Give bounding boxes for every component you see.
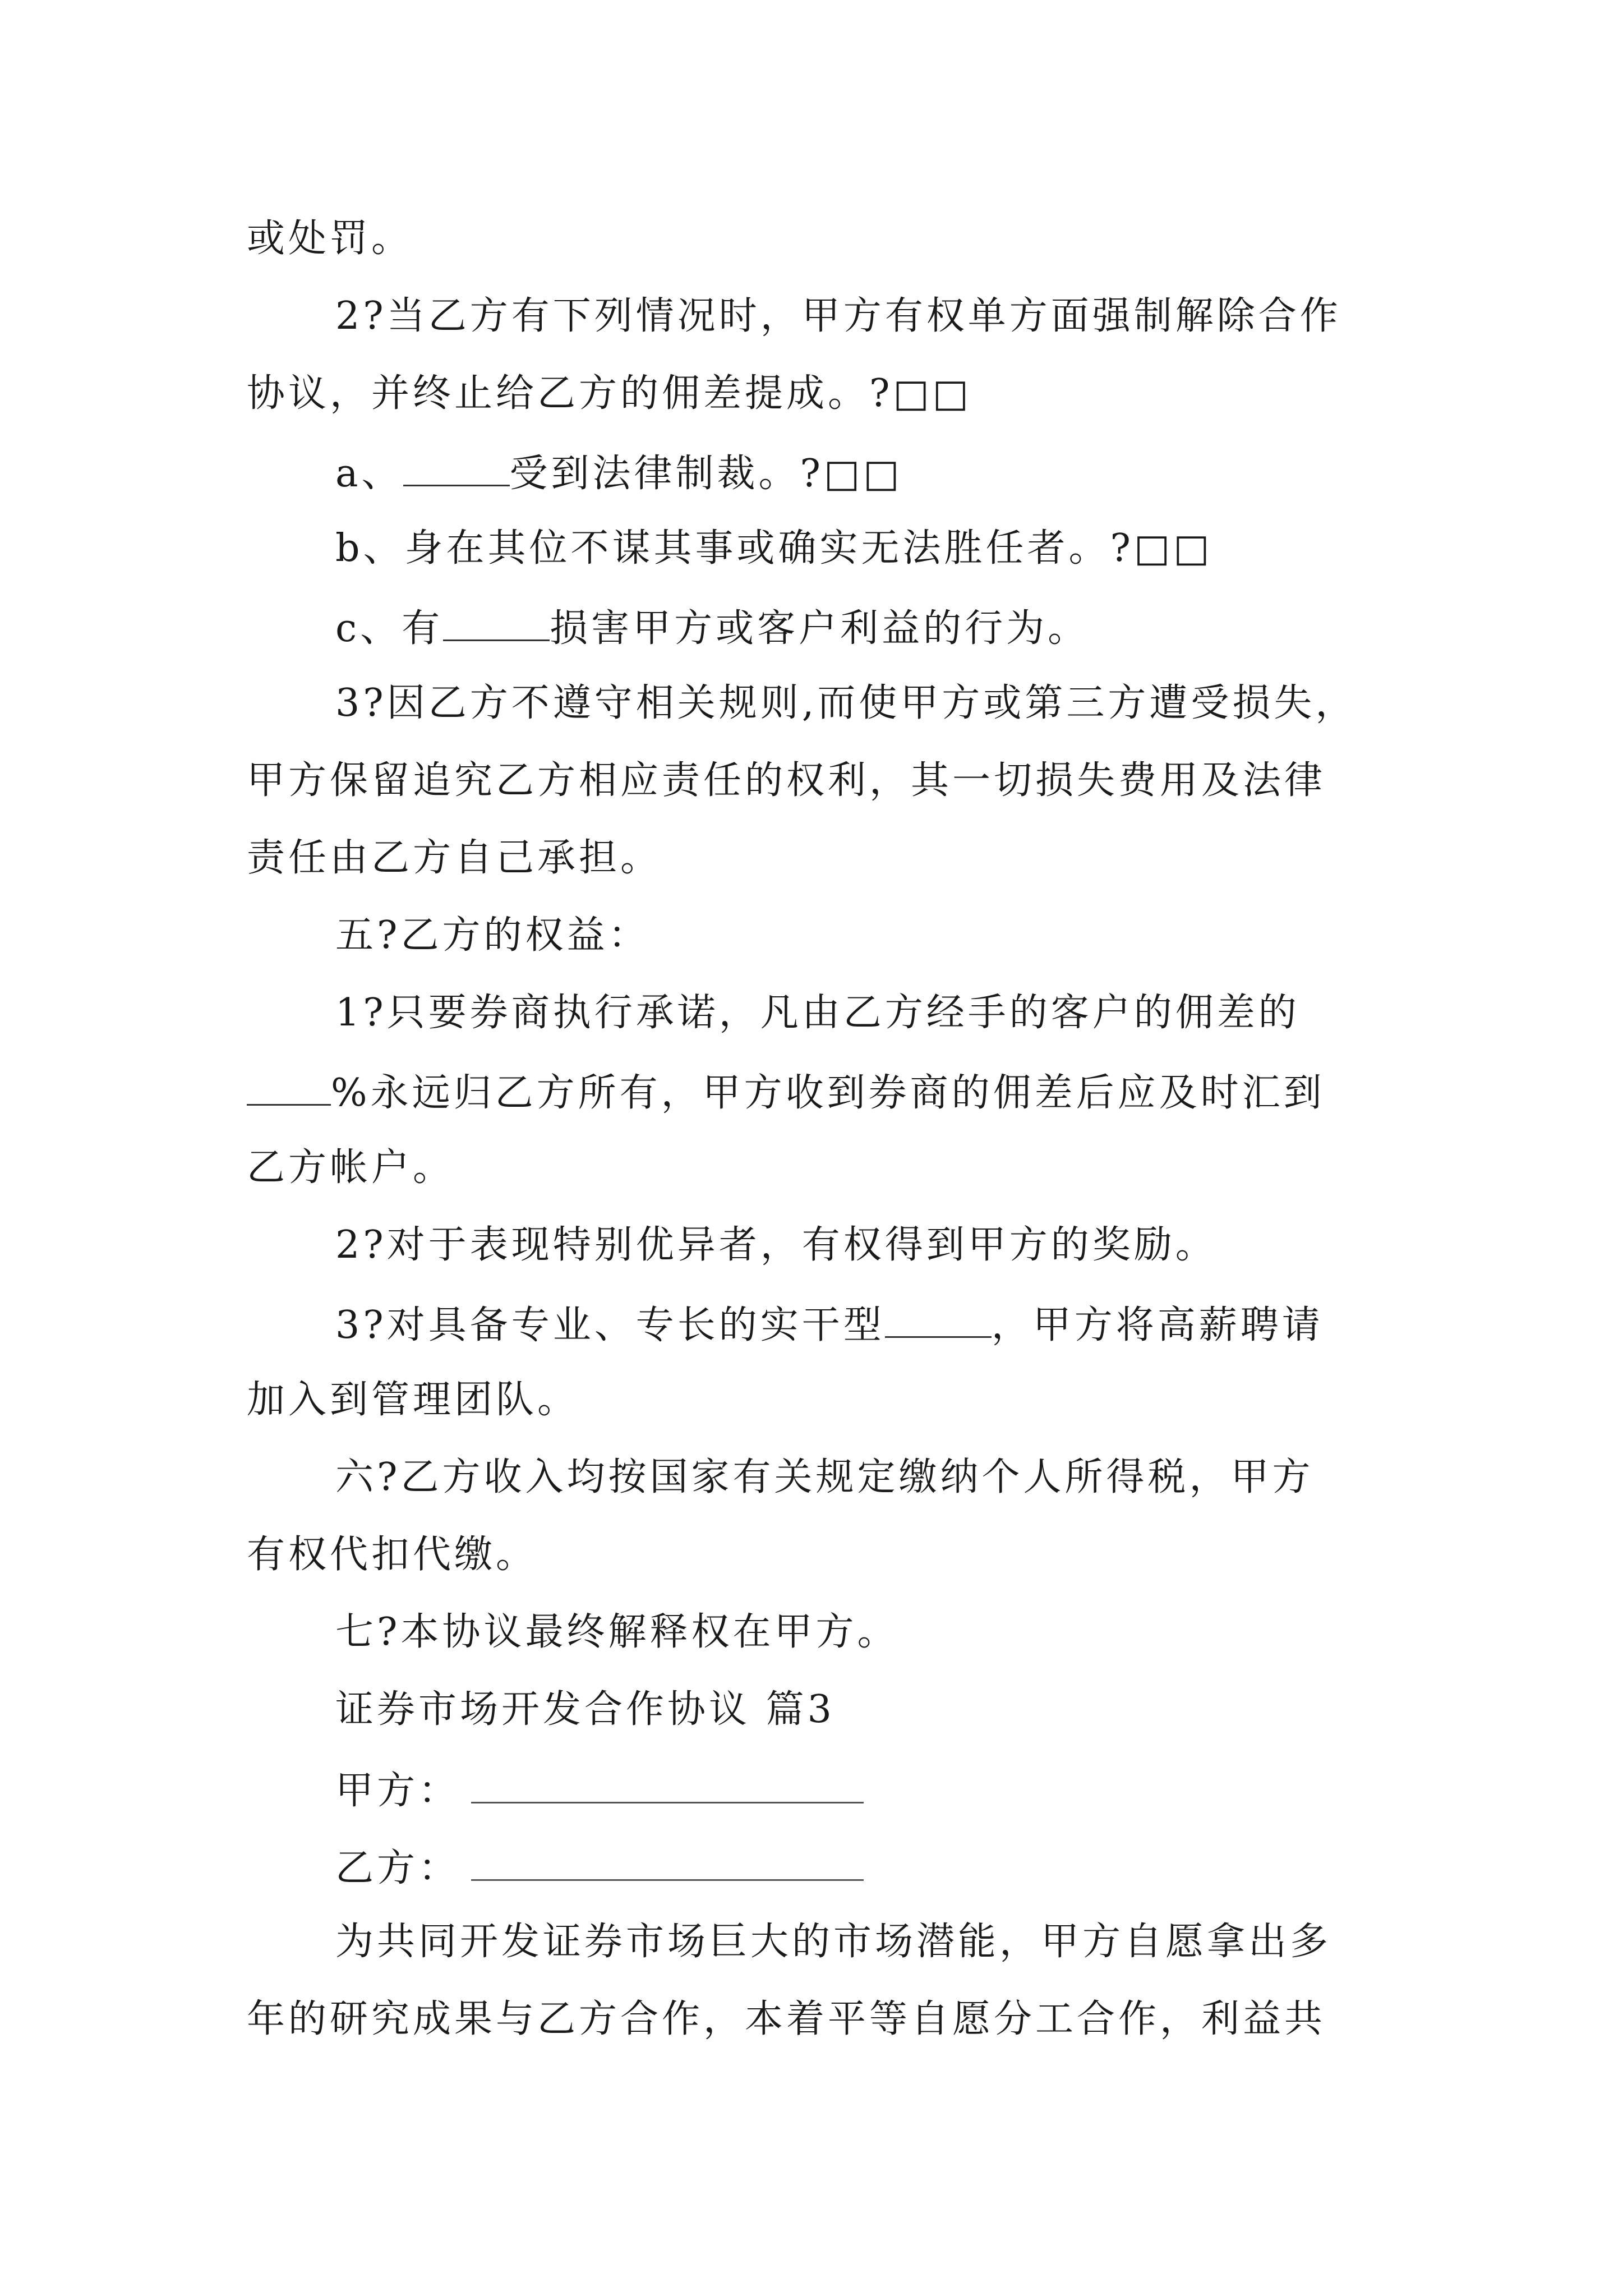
document-title: [335, 1687, 835, 1732]
paragraph-line: [335, 294, 1341, 338]
line-text: 3?因乙方不遵守相关规则,而使甲方或第三方遭受损失，: [335, 681, 1357, 725]
paragraph-line: [247, 758, 1326, 803]
section-heading: [335, 1610, 899, 1654]
party-a-label: 甲方：: [335, 1769, 460, 1813]
section-heading: [335, 1455, 1314, 1499]
line-text: 有权代扣代缴。: [247, 1533, 538, 1577]
party-b-label: 乙方：: [335, 1846, 460, 1890]
line-text: b、身在其位不谋其事或确实无法胜任者。?□□: [335, 526, 1213, 570]
line-text: 七?本协议最终解释权在甲方。: [335, 1610, 899, 1654]
line-text: 或处罚。: [247, 217, 413, 261]
paragraph-line: [335, 606, 1090, 651]
paragraph-line: [247, 371, 972, 416]
fill-in-blank: [885, 1304, 992, 1338]
line-text: a、: [335, 452, 403, 496]
paragraph-line: [335, 1223, 1217, 1267]
paragraph-line: [335, 991, 1300, 1035]
fill-in-blank: [247, 1071, 331, 1106]
line-text: 乙方帐户。: [247, 1145, 455, 1190]
line-text: 1?只要券商执行承诺，凡由乙方经手的客户的佣差的: [335, 991, 1300, 1035]
paragraph-line: [247, 1145, 455, 1190]
fill-in-blank: [403, 452, 510, 486]
line-text: 受到法律制裁。?□□: [509, 452, 903, 496]
paragraph-line: [335, 1920, 1332, 1964]
paragraph-line: [247, 1533, 538, 1577]
paragraph-line: [247, 1378, 579, 1422]
party-a-line: [335, 1768, 864, 1813]
party-b-line: [335, 1846, 864, 1888]
paragraph-line: [247, 217, 413, 261]
line-text: 3?对具备专业、专长的实干型: [335, 1303, 885, 1347]
line-text: 六?乙方收入均按国家有关规定缴纳个人所得税，甲方: [335, 1455, 1314, 1499]
line-text: 甲方保留追究乙方相应责任的权利，其一切损失费用及法律: [247, 758, 1326, 803]
line-text: 2?当乙方有下列情况时，甲方有权单方面强制解除合作: [335, 294, 1341, 338]
party-b-signature-blank: [471, 1846, 864, 1881]
paragraph-line: [335, 526, 1213, 570]
paragraph-line: [335, 452, 903, 496]
paragraph-line: [335, 681, 1357, 725]
line-text: ，甲方将高薪聘请: [991, 1303, 1324, 1347]
paragraph-line: [247, 836, 662, 880]
line-text: 协议，并终止给乙方的佣差提成。?□□: [247, 371, 972, 416]
line-text: c、有: [335, 606, 444, 651]
fill-in-blank: [443, 607, 550, 641]
line-text: %永远归乙方所有，甲方收到券商的佣差后应及时汇到: [331, 1071, 1325, 1115]
paragraph-line: [247, 1997, 1326, 2041]
line-text: 为共同开发证券市场巨大的市场潜能，甲方自愿拿出多: [335, 1920, 1332, 1964]
paragraph-line: [335, 1304, 1324, 1345]
line-text: 责任由乙方自己承担。: [247, 836, 662, 880]
line-text: 加入到管理团队。: [247, 1378, 579, 1422]
line-text: 2?对于表现特别优异者，有权得到甲方的奖励。: [335, 1223, 1217, 1267]
line-text: 年的研究成果与乙方合作，本着平等自愿分工合作，利益共: [247, 1997, 1326, 2041]
line-text: 五?乙方的权益：: [335, 913, 650, 958]
paragraph-line: [247, 1071, 1325, 1115]
party-a-signature-blank: [471, 1768, 864, 1803]
line-text: 损害甲方或客户利益的行为。: [550, 606, 1090, 651]
line-text: 证券市场开发合作协议 篇3: [335, 1687, 835, 1732]
section-heading: [335, 913, 650, 958]
